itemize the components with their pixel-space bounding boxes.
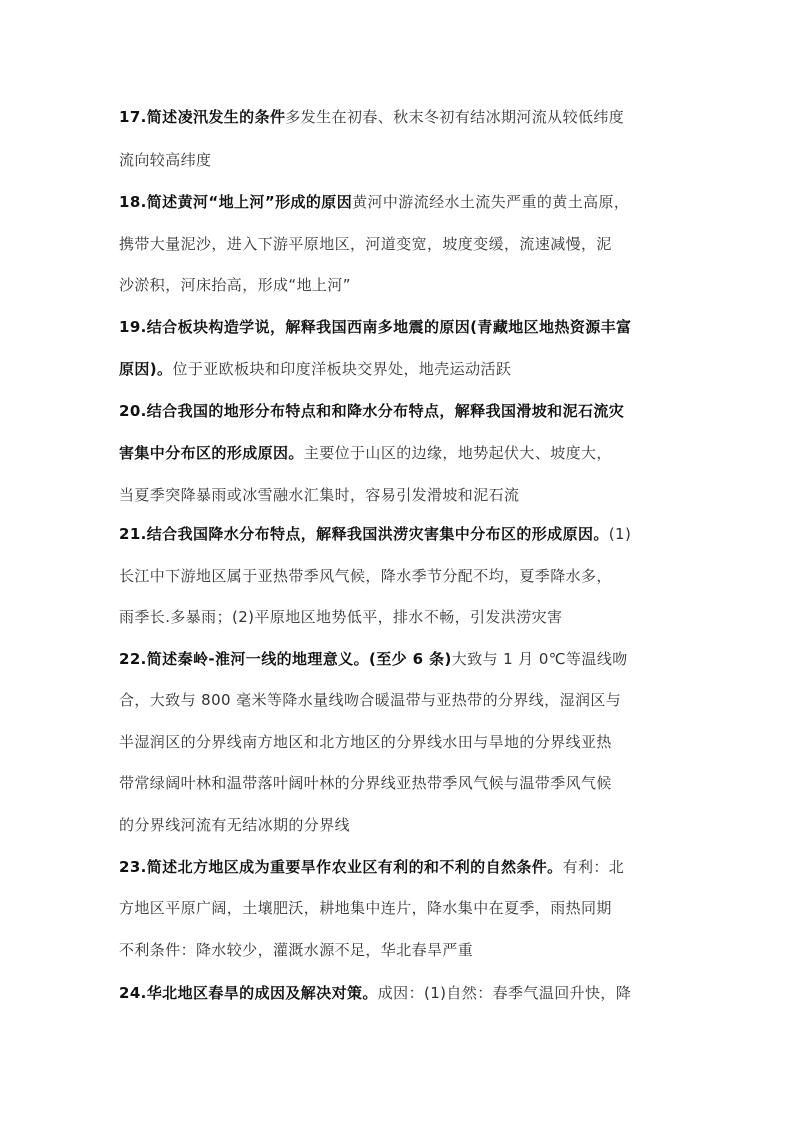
answer-22-line-4: 带常绿阔叶林和温带落叶阔叶林的分界线亚热带季风气候与温带季风气候 [119,774,612,792]
answer-22-line-2: 合，大致与 800 毫米等降水量线吻合暖温带与亚热带的分界线，湿润区与 [119,691,622,709]
item-20-line-2 [119,443,679,463]
answer-21-line-1: (1) [608,525,632,543]
item-21-line-1 [119,524,679,544]
item-19-line-1 [119,317,679,337]
item-21-line-3 [119,607,679,627]
item-18-line-2 [119,234,679,254]
answer-22-line-1: 大致与 1 月 0℃等温线吻 [451,650,628,668]
item-20-line-3 [119,485,679,505]
answer-22-line-3: 半湿润区的分界线南方地区和北方地区的分界线水田与旱地的分界线亚热 [119,733,612,751]
item-23-line-3 [119,940,679,960]
question-22: 22.简述秦岭-淮河一线的地理意义。(至少 6 条) [119,650,452,668]
answer-18-line-3: 沙淤积，河床抬高，形成“地上河” [119,276,351,294]
item-21-line-2 [119,566,679,586]
question-20-line-2: 害集中分布区的形成原因。 [119,444,304,462]
question-20-line-1: 20.结合我国的地形分布特点和和降水分布特点，解释我国滑坡和泥石流灾 [119,402,625,420]
answer-23-line-1: 有利：北 [562,858,625,876]
item-22-line-1 [119,649,679,669]
item-22-line-5 [119,815,679,835]
item-22-line-2 [119,690,679,710]
question-21: 21.结合我国降水分布特点，解释我国洪涝灾害集中分布区的形成原因。 [119,525,609,543]
answer-22-line-5: 的分界线河流有无结冰期的分界线 [119,816,351,834]
question-17: 17.简述凌汛发生的条件 [119,108,286,126]
answer-21-line-2: 长江中下游地区属于亚热带季风气候，降水季节分配不均，夏季降水多， [119,567,612,585]
item-19-line-2 [119,359,679,379]
answer-20-line-1: 主要位于山区的边缘，地势起伏大、坡度大， [303,444,612,462]
item-18-line-1 [119,192,679,212]
answer-18-line-1: 黄河中游流经水土流失严重的黄土高原， [352,193,630,211]
answer-18-line-2: 携带大量泥沙，进入下游平原地区，河道变宽，坡度变缓，流速减慢，泥 [119,235,612,253]
answer-20-line-2: 当夏季突降暴雨或冰雪融水汇集时，容易引发滑坡和泥石流 [119,486,520,504]
answer-23-line-3: 不利条件：降水较少，灌溉水源不足，华北春旱严重 [119,941,474,959]
answer-19-line-1: 位于亚欧板块和印度洋板块交界处，地壳运动活跃 [172,360,512,378]
item-17-line-1 [119,107,679,127]
answer-21-line-3: 雨季长.多暴雨；(2)平原地区地势低平，排水不畅，引发洪涝灾害 [119,608,563,626]
question-19-line-2: 原因)。 [119,360,173,378]
item-18-line-3 [119,275,679,295]
question-23: 23.简述北方地区成为重要旱作农业区有利的和不利的自然条件。 [119,858,563,876]
answer-17-line-1: 多发生在初春、秋末冬初有结冰期河流从较低纬度 [285,108,625,126]
answer-24-line-1: 成因：(1)自然：春季气温回升快，降 [377,984,632,1002]
item-22-line-4 [119,773,679,793]
question-19-line-1: 19.结合板块构造学说，解释我国西南多地震的原因(青藏地区地热资源丰富 [119,318,632,336]
item-23-line-1 [119,857,679,877]
item-22-line-3 [119,732,679,752]
question-18: 18.简述黄河“地上河”形成的原因 [119,193,353,211]
item-24-line-1 [119,983,679,1003]
item-20-line-1 [119,401,679,421]
answer-23-line-2: 方地区平原广阔，土壤肥沃，耕地集中连片，降水集中在夏季，雨热同期 [119,899,612,917]
question-24: 24.华北地区春旱的成因及解决对策。 [119,984,378,1002]
answer-17-line-2: 流向较高纬度 [119,151,212,169]
item-23-line-2 [119,898,679,918]
item-17-line-2 [119,150,679,170]
